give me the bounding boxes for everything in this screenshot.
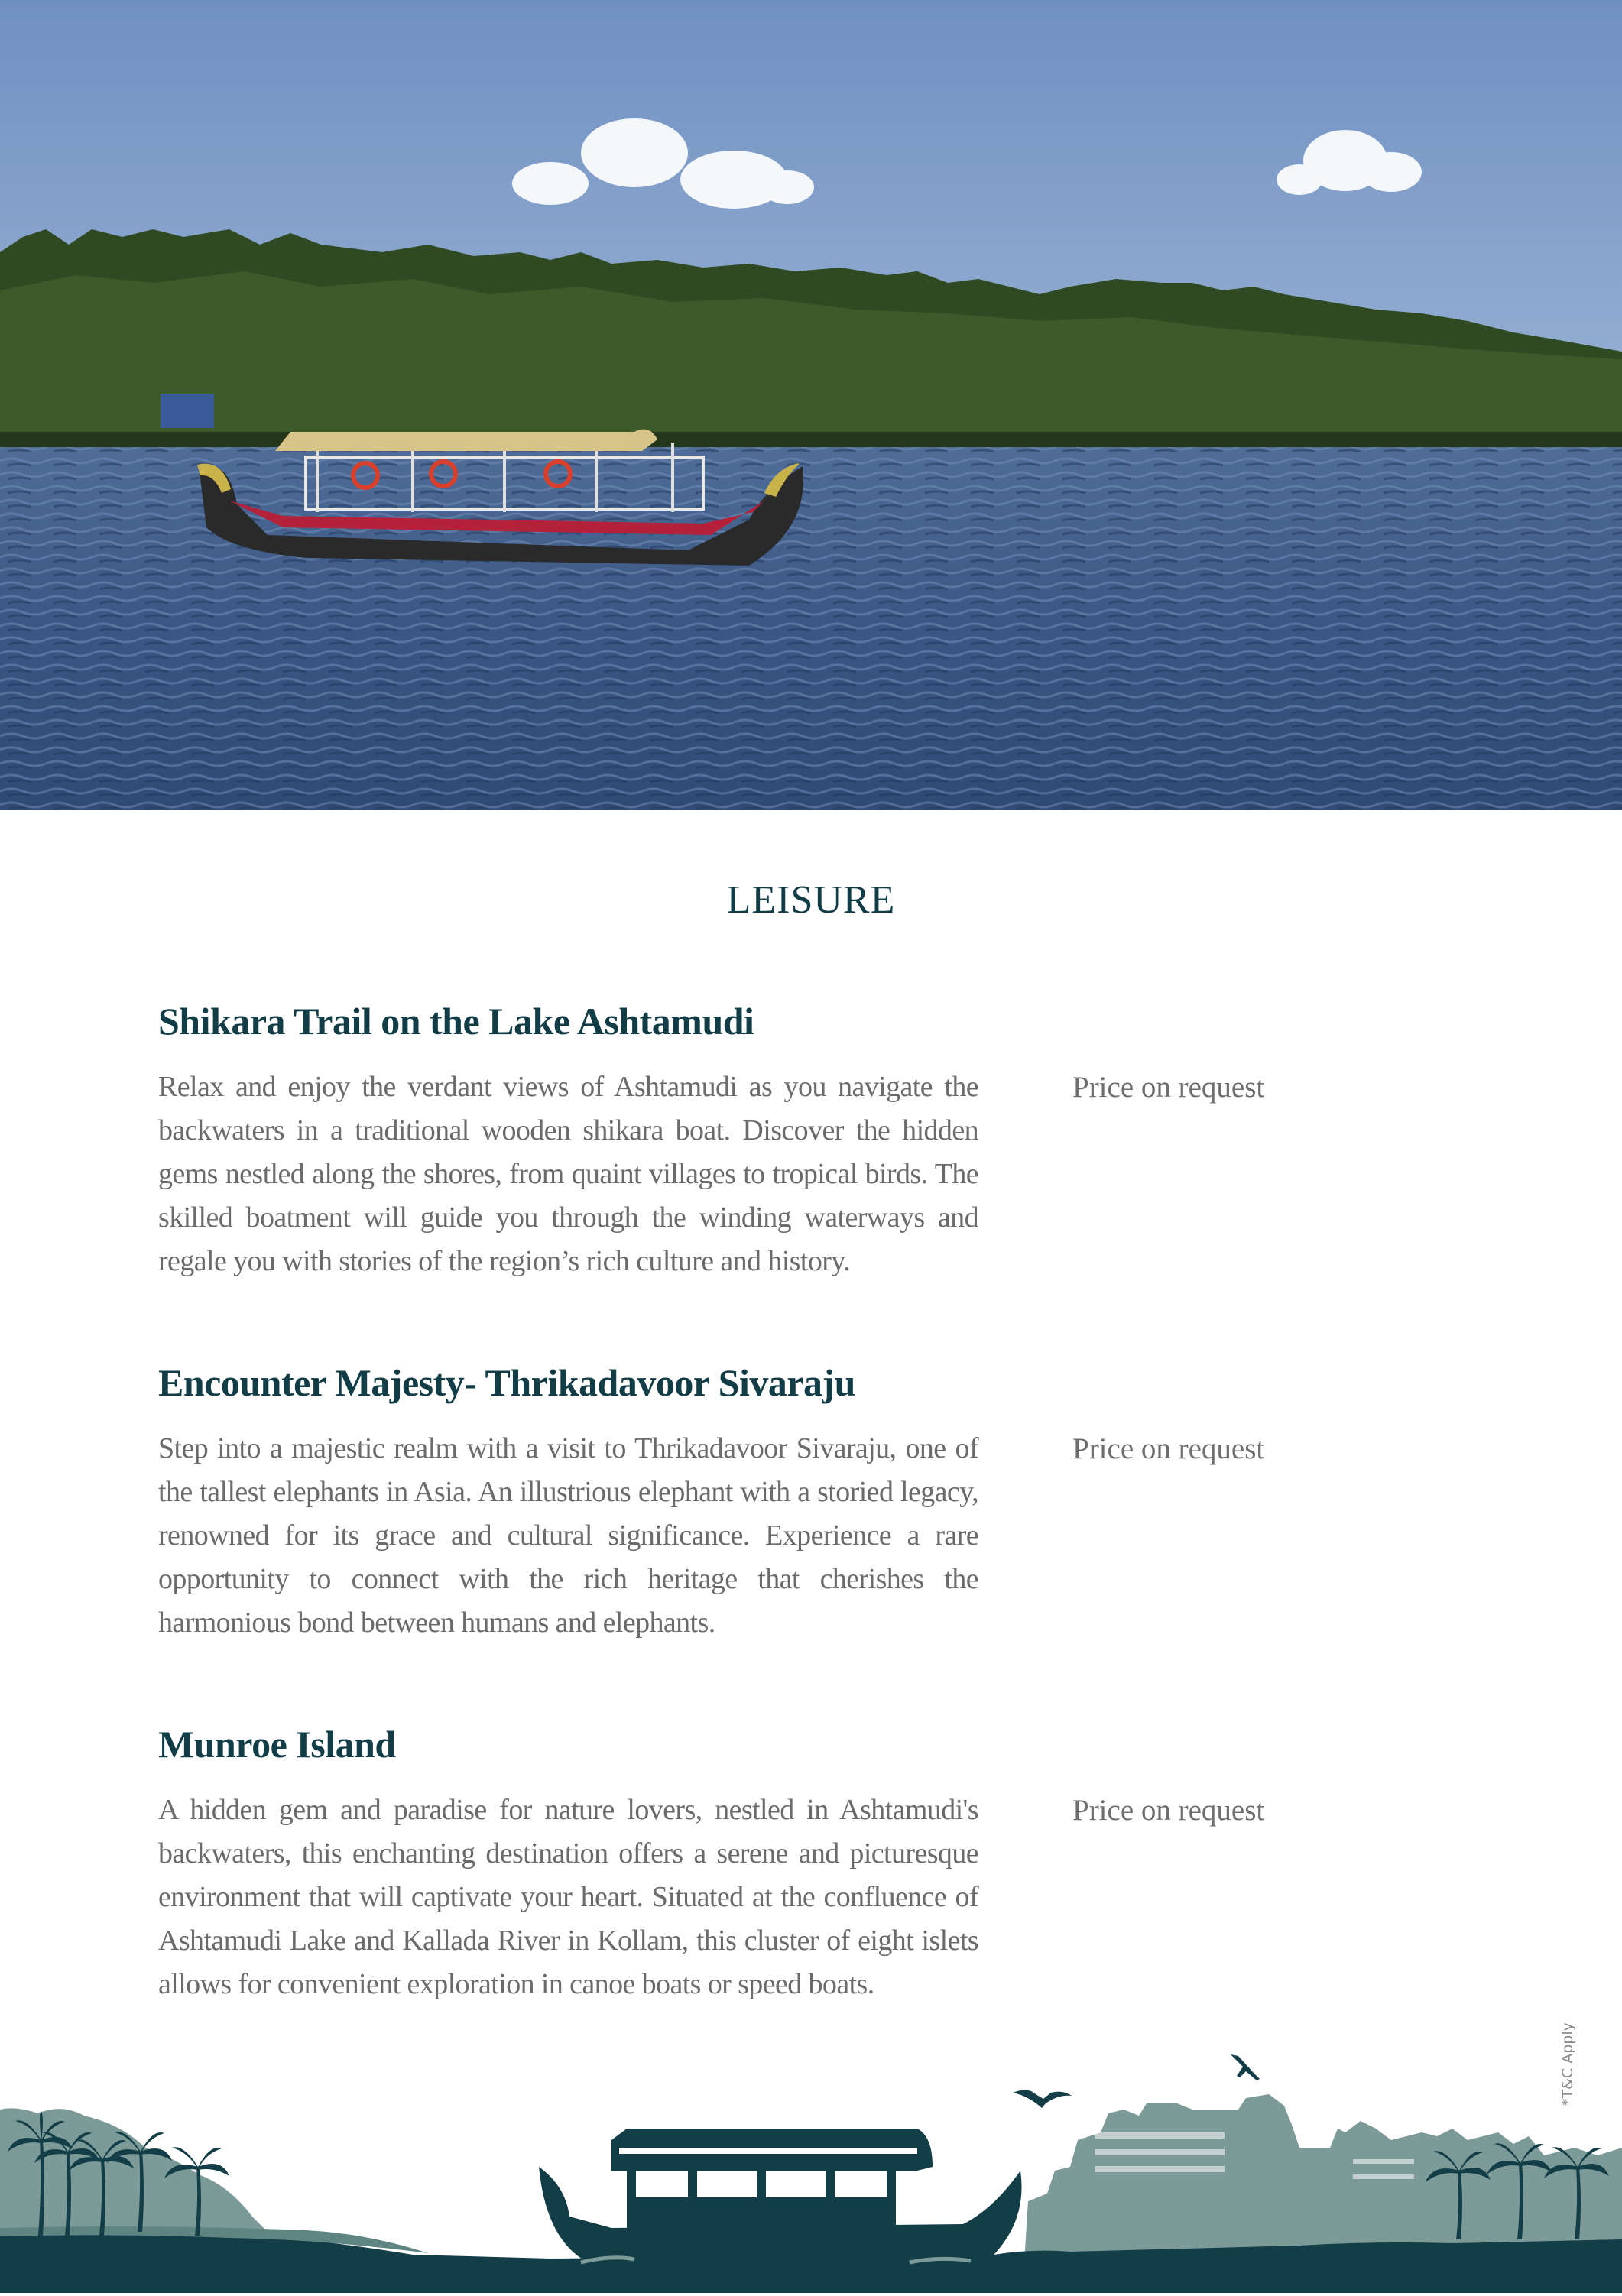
item-title: Shikara Trail on the Lake Ashtamudi bbox=[158, 1000, 754, 1043]
town-silhouette bbox=[1024, 2094, 1622, 2262]
leisure-item bbox=[158, 1721, 1458, 2006]
section-title: LEISURE bbox=[726, 878, 896, 922]
terms-disclaimer: *T&C Apply bbox=[1559, 2022, 1576, 2106]
item-title: Encounter Majesty- Thrikadavoor Sivaraju bbox=[158, 1361, 855, 1404]
leisure-item bbox=[158, 1360, 1458, 1645]
lake-boat-image bbox=[0, 0, 1622, 810]
footer-illustration bbox=[0, 2033, 1622, 2293]
item-description: A hidden gem and paradise for nature lovers, nestled in Ashtamudi's backwaters, this enchanting destination offers a serene and picturesque environment that will captivate your heart. Situated at the confluence of Ashtamudi Lake and Kallada River in Kollam, this cluster of eight islets allows for convenient exploration in canoe boats or speed boats. bbox=[158, 1794, 978, 2000]
leisure-item bbox=[158, 998, 1458, 1283]
hero-photo bbox=[0, 0, 1622, 810]
item-price: Price on request bbox=[1072, 1071, 1265, 1104]
item-description: Relax and enjoy the verdant views of Ashtamudi as you navigate the backwaters in a traditional wooden shikara boat. Discover the hidden gems nestled along the shores, from quaint villages to tropical birds. The skilled boatment will guide you through the winding waterways and regale you with stories of the region’s rich culture and history. bbox=[158, 1071, 978, 1277]
item-title: Munroe Island bbox=[158, 1723, 396, 1766]
birds bbox=[1013, 2054, 1260, 2108]
houseboat bbox=[539, 2129, 1022, 2266]
item-price: Price on request bbox=[1072, 1794, 1265, 1827]
item-description: Step into a majestic realm with a visit to Thrikadavoor Sivaraju, one of the tallest elephants in Asia. An illustrious elephant with a storied legacy, renowned for its grace and cultural significance. Experience a rare opportunity to connect with the rich heritage that cherishes the harmonious bond between humans and elephants. bbox=[158, 1432, 978, 1639]
item-price: Price on request bbox=[1072, 1432, 1265, 1465]
